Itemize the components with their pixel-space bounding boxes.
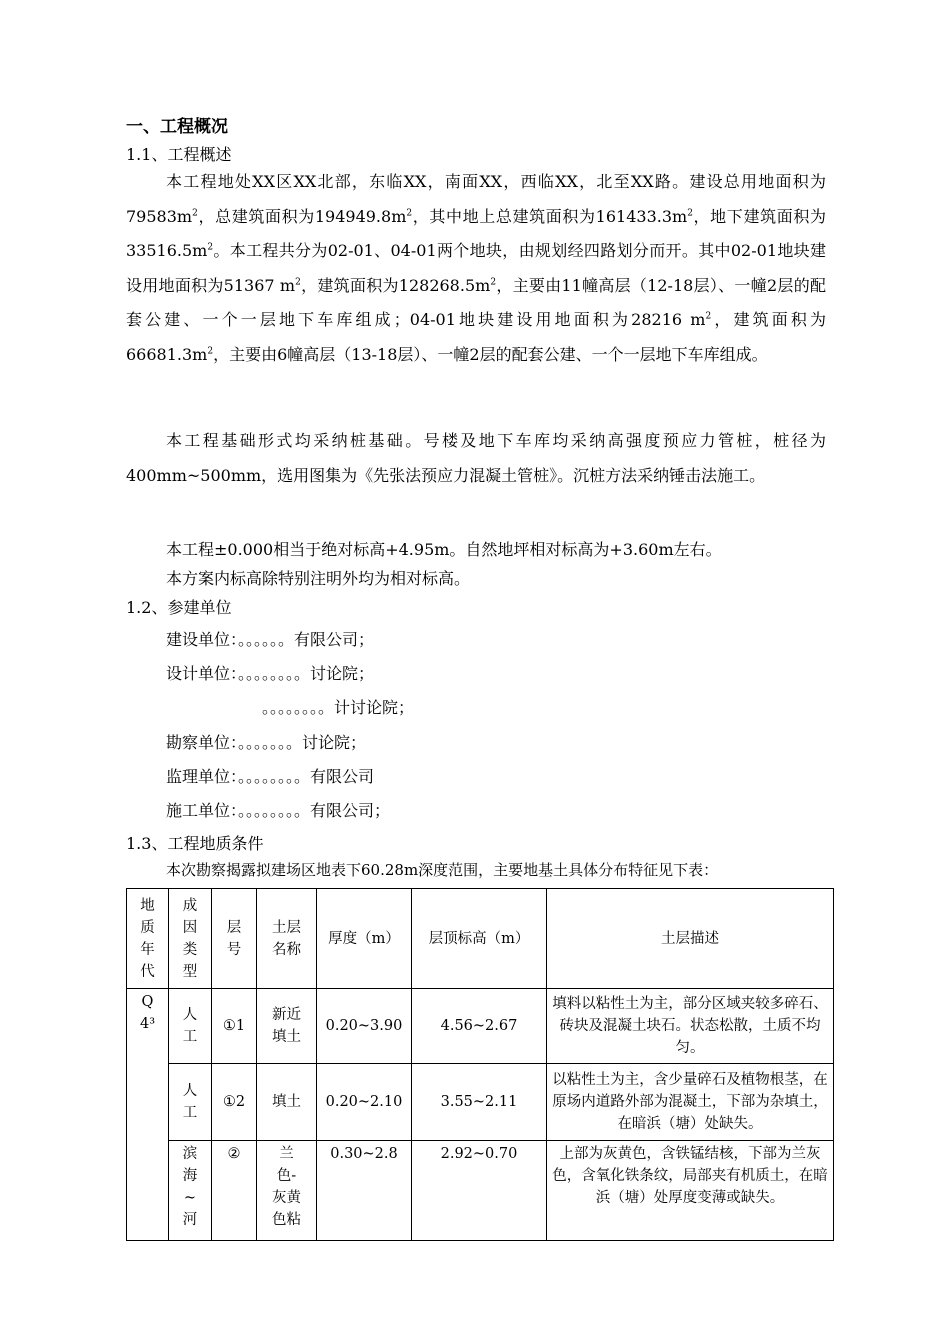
cell-layer: ② [212, 1141, 257, 1241]
paragraph-foundation: 本工程基础形式均采纳桩基础。号楼及地下车库均采纳高强度预应力管桩，桩径为400mm~500mm，选用图集为《先张法预应力混凝土管桩》。沉桩方法采纳锤击法施工。 [126, 431, 826, 485]
cell-soil-name: 填土 [257, 1064, 317, 1141]
cell-thickness: 0.20~2.10 [317, 1064, 412, 1141]
cell-genesis: 人工 [169, 989, 212, 1064]
cell-top-elevation: 2.92~0.70 [412, 1141, 547, 1241]
cell-soil-name: 新近填土 [257, 989, 317, 1064]
cell-description: 以粘性土为主，含少量碎石及植物根茎，在原场内道路外部为混凝土，下部为杂填土，在暗浜（塘）处缺失。 [547, 1064, 834, 1141]
cell-description: 上部为灰黄色，含铁锰结核，下部为兰灰色，含氧化铁条纹，局部夹有机质土，在暗浜（塘）处厚度变薄或缺失。 [547, 1141, 834, 1241]
cell-description: 填料以粘性土为主，部分区域夹较多碎石、砖块及混凝土块石。状态松散，土质不均匀。 [547, 989, 834, 1064]
table-row [127, 1141, 834, 1241]
unit-survey: 勘察单位：。。。。。。。讨论院； [166, 733, 367, 752]
section-title-overview: 一、工程概况 [126, 117, 228, 137]
header-top-elevation: 层顶标高（m） [412, 889, 547, 989]
paragraph-project-summary: 本工程地处XX区XX北部，东临XX，南面XX，西临XX，北至XX路。建设总用地面积为$79583m^2$，总建筑面积为$194949.8m^2$，其中地上总建筑面积为$161433.3m^2$，地下建筑面积为$33516.5m^2$。本工程共分为02-01、04-01两个地块，由规划经四路划分而开。其中02-01地块建设用地面积为51367 $m^2$，建筑面积为$128268.5m^2$，主要由11幢高层（12-18层）、一幢2层的配套公建、一个一层地下车库组成；04-01地块建设用地面积为28216 $m^2$，建筑面积为$66681.3m^2$，主要由6幢高层（13-18层）、一幢2层的配套公建、一个一层地下车库组成。 [126, 172, 826, 364]
header-genesis: 成因类型 [169, 889, 212, 989]
cell-thickness: 0.30~2.8 [317, 1141, 412, 1241]
cell-age: Q4³ [127, 989, 169, 1241]
geology-intro: 本次勘察揭露拟建场区地表下60.28m深度范围，主要地基土具体分布特征见下表： [166, 861, 719, 879]
cell-top-elevation: 3.55~2.11 [412, 1064, 547, 1141]
header-age: 地质年代 [127, 889, 169, 989]
header-layer: 层号 [212, 889, 257, 989]
unit-design: 设计单位：。。。。。。。。讨论院； [166, 664, 375, 683]
header-name: 土层名称 [257, 889, 317, 989]
table-row [127, 989, 834, 1064]
unit-design-2: 。。。。。。。。计讨论院； [262, 698, 415, 717]
subsection-title-1-3: 1.3、工程地质条件 [126, 834, 264, 853]
cell-layer: ①1 [212, 989, 257, 1064]
paragraph-elevation-note: 本方案内标高除特别注明外均为相对标高。 [166, 569, 471, 588]
header-description: 土层描述 [547, 889, 834, 989]
unit-construction: 建设单位：。。。。。。有限公司； [166, 630, 375, 649]
unit-supervision: 监理单位：。。。。。。。。有限公司 [166, 767, 375, 786]
cell-thickness: 0.20~3.90 [317, 989, 412, 1064]
cell-genesis: 滨海~河 [169, 1141, 212, 1241]
unit-contractor: 施工单位：。。。。。。。。有限公司； [166, 801, 391, 820]
table-row [127, 1064, 834, 1141]
cell-genesis: 人工 [169, 1064, 212, 1141]
subsection-title-1-2: 1.2、参建单位 [126, 598, 232, 617]
header-thickness: 厚度（m） [317, 889, 412, 989]
geology-table [126, 888, 834, 1241]
cell-layer: ①2 [212, 1064, 257, 1141]
cell-soil-name: 兰色-灰黄色粘 [257, 1141, 317, 1241]
cell-top-elevation: 4.56~2.67 [412, 989, 547, 1064]
table-header-row [127, 889, 834, 989]
paragraph-elevation: 本工程±0.000相当于绝对标高+4.95m。自然地坪相对标高为+3.60m左右。 [166, 540, 722, 559]
subsection-title-1-1: 1.1、工程概述 [126, 145, 232, 164]
